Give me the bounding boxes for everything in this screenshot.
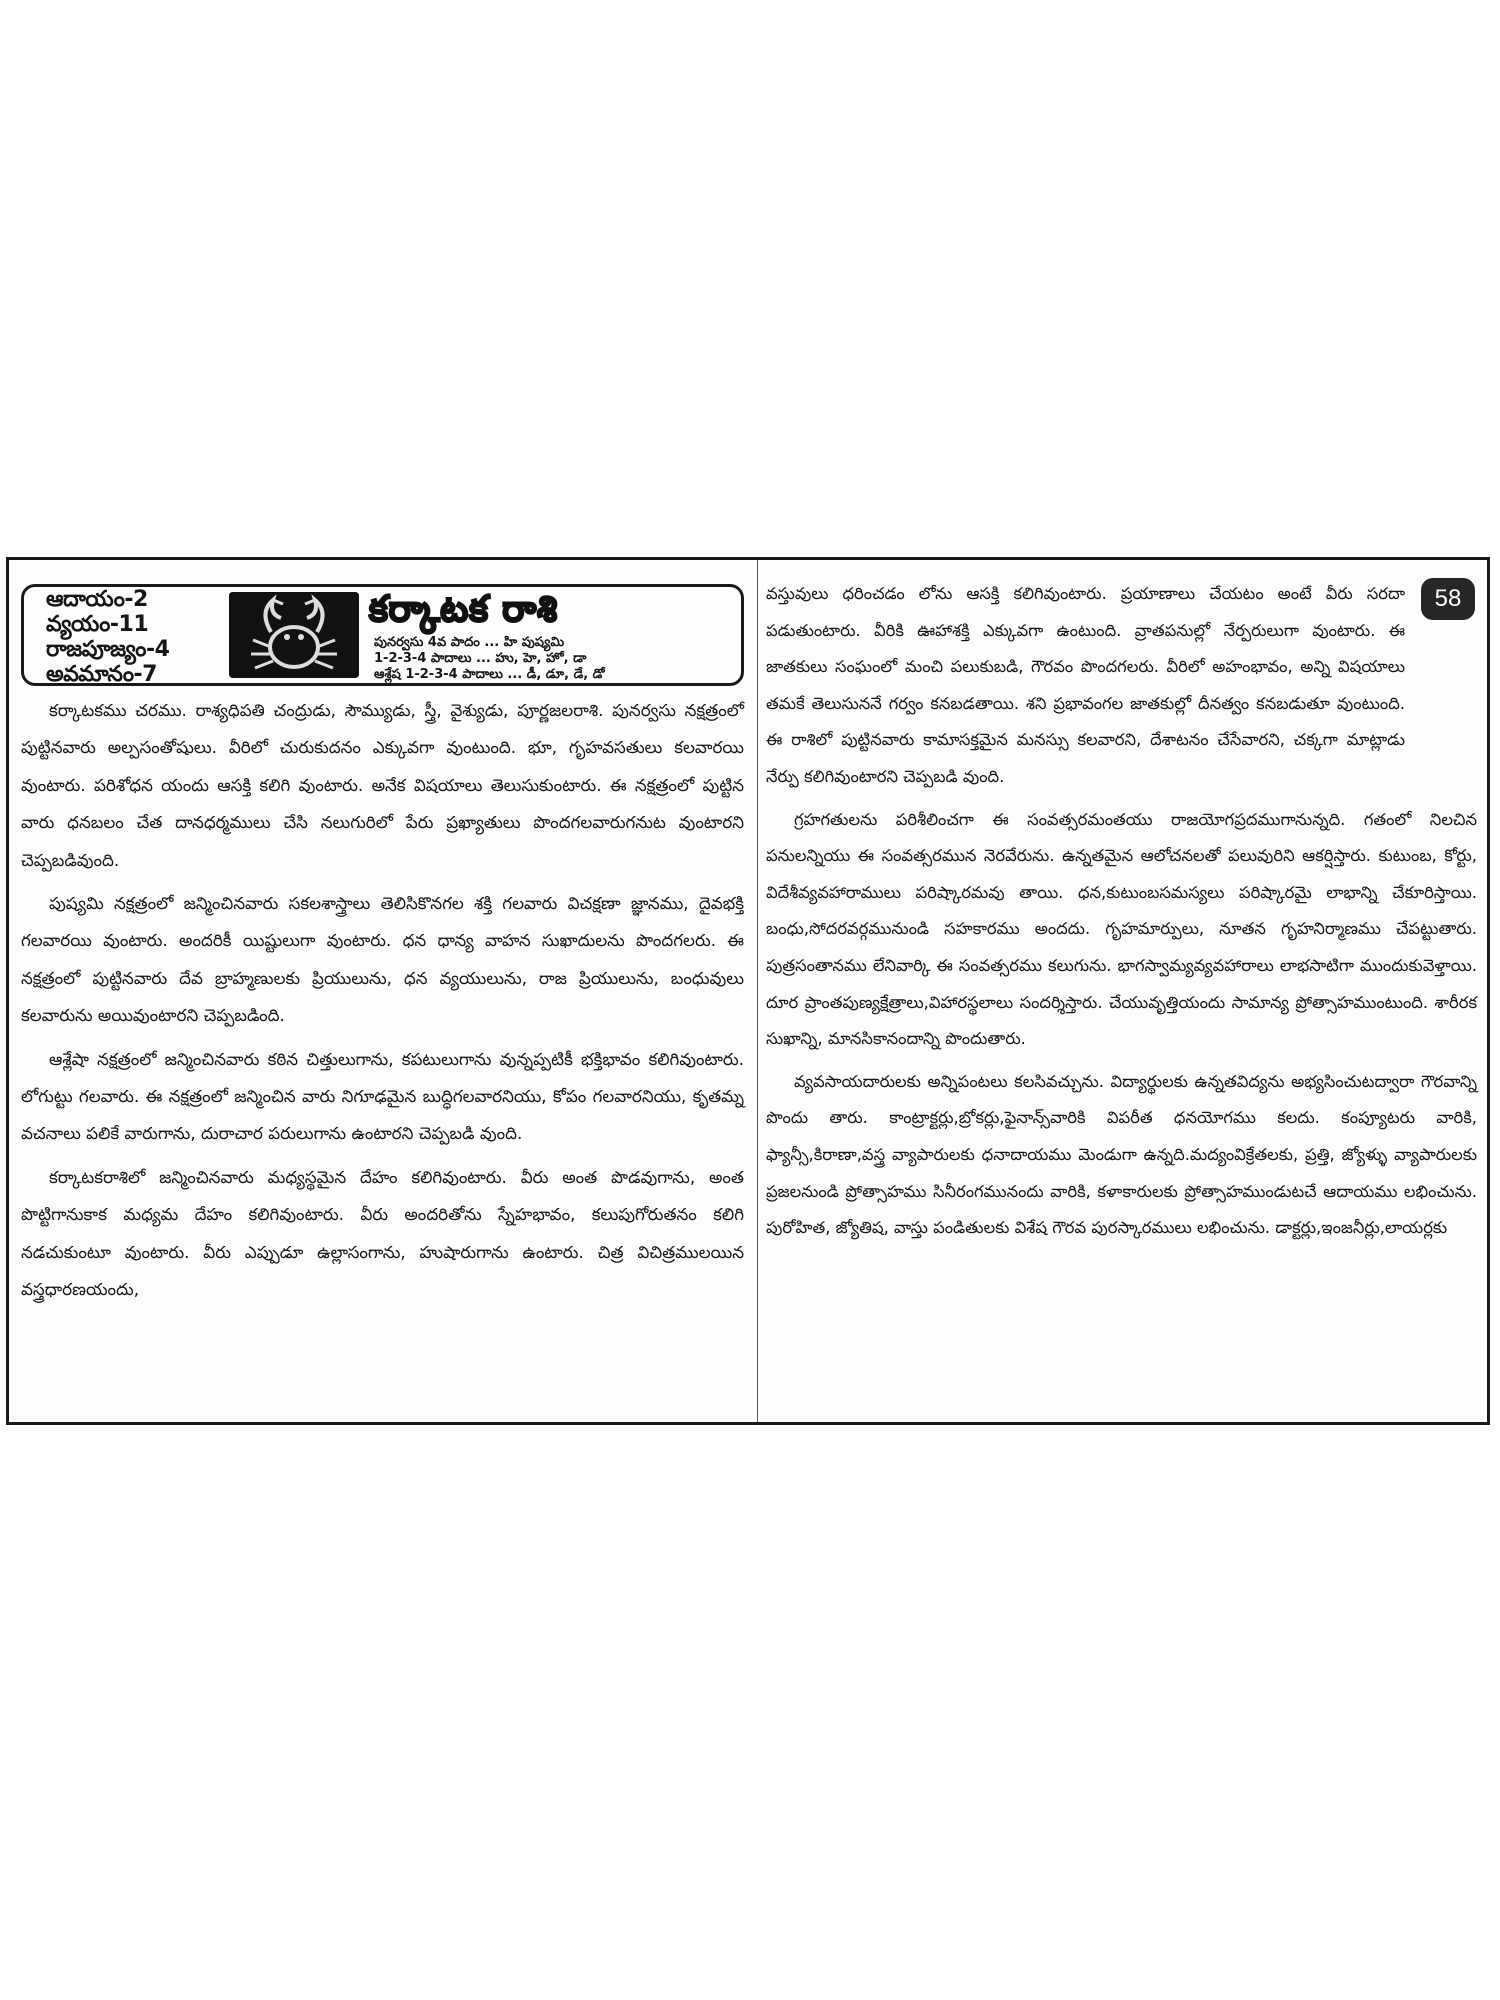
stat-income: ఆదాయం-2 [46,587,148,612]
stat-expense: వ్యయం-11 [46,612,149,637]
rasi-header [21,584,744,686]
page-frame [6,557,1490,1425]
padam-line: పునర్వసు 4వ పాదం ... హి పుష్యమి [374,635,565,650]
crab-icon [229,592,359,678]
paragraph: గ్రహగతులను పరిశీలించగా ఈ సంవత్సరమంతయు రాజయోగప్రదముగానున్నది. గతంలో నిలచిన పనులన్నియు ఈ సంవత్సరమున నెరవేరును. ఉన్నతమైన ఆలోచనలతో పలువురిని ఆకర్షిస్తారు. కుటుంబ, కోర్టు, విదేశీవ్యవహారాములు పరిష్కారమవు తాయి. ధన,కుటుంబసమస్యలు పరిష్కారమై లాభాన్ని చేకూరిస్తాయి. బంధు,సోదరవర్గమునుండి సహకారము అందదు. గృహమార్పులు, నూతన గృహనిర్మాణము చేపట్టుతారు. పుత్రసంతానము లేనివార్కి ఈ సంవత్సరము కలుగును. భాగస్వామ్యవ్యవహారాలు లాభసాటిగా ముందుకువెళ్తాయి. దూర ప్రాంతపుణ్యక్షేత్రాలు,విహారస్థలాలు సందర్శిస్తారు. చేయువృత్తియందు సామాన్య ప్రోత్సాహముంటుంది. శారీరక సుఖాన్ని, మానసికానందాన్ని పొందుతారు. [766,809,1477,1049]
paragraph: ఆశ్లేషా నక్షత్రంలో జన్మించినవారు కఠిన చిత్తులుగాను, కపటులుగాను వున్నప్పటికీ భక్తిభావం కలిగివుంటారు. లోగుట్టు గలవారు. ఈ నక్షత్రంలో జన్మించిన వారు నిగూఢమైన బుద్ధిగలవారనియు, కోపం గలవారనియు, కృతమ్న వచనాలు పలికే వారుగాను, దురాచార పరులుగాను ఉంటారని చెప్పబడి వుంది. [21,1048,744,1144]
paragraph: కర్కాటకరాశిలో జన్మించినవారు మధ్యస్థమైన దేహం కలిగివుంటారు. వీరు అంత పొడవుగాను, అంత పొట్టిగానుకాక మధ్యమ దేహం కలిగివుంటారు. వీరు అందరితోను స్నేహభావం, కలుపుగోరుతనం కలిగి నడచుకుంటూ వుంటారు. వీరు ఎప్పుడూ ఉల్లాసంగాను, హుషారుగాను ఉంటారు. చిత్ర విచిత్రములయిన వస్త్రధారణయందు, [21,1166,744,1300]
paragraph: వస్తువులు ధరించడం లోను ఆసక్తి కలిగివుంటారు. ప్రయాణాలు చేయటం అంటే వీరు సరదా పడుతుంటారు. వీరికి ఊహాశక్తి ఎక్కువగా ఉంటుంది. వ్రాతపనుల్లో నేర్పరులుగా వుంటారు. ఈ జాతకులు సంఘంలో మంచి పలుకుబడి, గౌరవం పొందగలరు. వీరిలో అహంభావం, అన్ని విషయాలు తమకే తెలుసుననే గర్వం కనబడతాయి. శని ప్రభావంగల జాతకుల్లో దీనత్వం కనబడుతూ వుంటుంది. ఈ రాశిలో పుట్టినవారు కామాసక్తమైన మనస్సు కలవారని, దేశాటనం చేసేవారని, చక్కగా మాట్లాడు నేర్పు కలిగివుంటారని చెప్పబడి వుంది. [766,584,1405,786]
rasi-title: కర్కాటక రాశి [369,589,558,630]
paragraph: వ్యవసాయదారులకు అన్నిపంటలు కలసివచ్చును. విద్యార్థులకు ఉన్నతవిద్యను అభ్యసించుటద్వారా గౌరవాన్ని పొందు తారు. కాంట్రాక్టర్లు,బ్రోకర్లు,ఫైనాన్స్‌వారికి విపరీత ధనయోగము కలదు. కంప్యూటరు వారికి, ఫ్యాన్సీ,కిరాణా,వస్త్ర వ్యాపారులకు ధనాదాయము మెండుగా ఉన్నది.మద్యంవిక్రేతలకు, ప్రత్తి, జ్యోళ్ళు వ్యాపారులకు ప్రజలనుండి ప్రోత్సాహము సినీరంగమునందు వారికి, కళాకారులకు ప్రోత్సాహముండుటచే ఆదాయము లభించును. పురోహిత, జ్యోతిష, వాస్తు పండితులకు విశేష గౌరవ పురస్కారములు లభించును. డాక్టర్లు,ఇంజనీర్లు,లాయర్లకు [766,1071,1478,1238]
left-column [13,560,754,1422]
stat-insult: అవమానం-7 [46,662,157,687]
stat-honour: రాజపూజ్యం-4 [46,637,170,662]
padam-line: 1-2-3-4 పాదాలు ... హు, హె, హో, డా [374,651,587,666]
paragraph: కర్కాటకము చరము. రాశ్యధిపతి చంద్రుడు, సౌమ్యుడు, స్త్రీ, వైశ్యుడు, పూర్ణజలరాశి. పునర్వసు నక్షత్రంలో పుట్టినవారు అల్పసంతోషులు. వీరిలో చురుకుదనం ఎక్కువగా వుంటుంది. భూ, గృహవసతులు కలవారయి వుంటారు. పరిశోధన యందు ఆసక్తి కలిగి వుంటారు. అనేక విషయాలు తెలుసుకుంటారు. ఈ నక్షత్రంలో పుట్టిన వారు ధనబలం చేత దానధర్మములు చేసి నలుగురిలో పేరు ప్రఖ్యాతులు పొందగలవారుగనుట వుంటారని చెప్పబడివుంది. [21,700,744,870]
page-number: 58 [1421,578,1475,620]
paragraph: పుష్యమి నక్షత్రంలో జన్మించినవారు సకలశాస్త్రాలు తెలిసికొనగల శక్తి గలవారు విచక్షణా జ్ఞానము, దైవభక్తి గలవారయి వుంటారు. అందరికీ యిష్టులుగా వుంటారు. ధన ధాన్య వాహన సుఖాదులను పొందగలరు. ఈ నక్షత్రంలో పుట్టినవారు దేవ బ్రాహ్మణులకు ప్రియులును, ధన వ్యయులును, రాజ ప్రియులును, బంధువులు కలవారును అయివుంటారని చెప్పబడింది. [21,893,744,1026]
rasi-stats [46,587,226,687]
nakshatra-padam-list [374,635,734,683]
padam-line: ఆశ్లేష 1-2-3-4 పాదాలు ... డీ, డూ, డే, డో [374,667,605,682]
right-column [757,560,1485,1422]
